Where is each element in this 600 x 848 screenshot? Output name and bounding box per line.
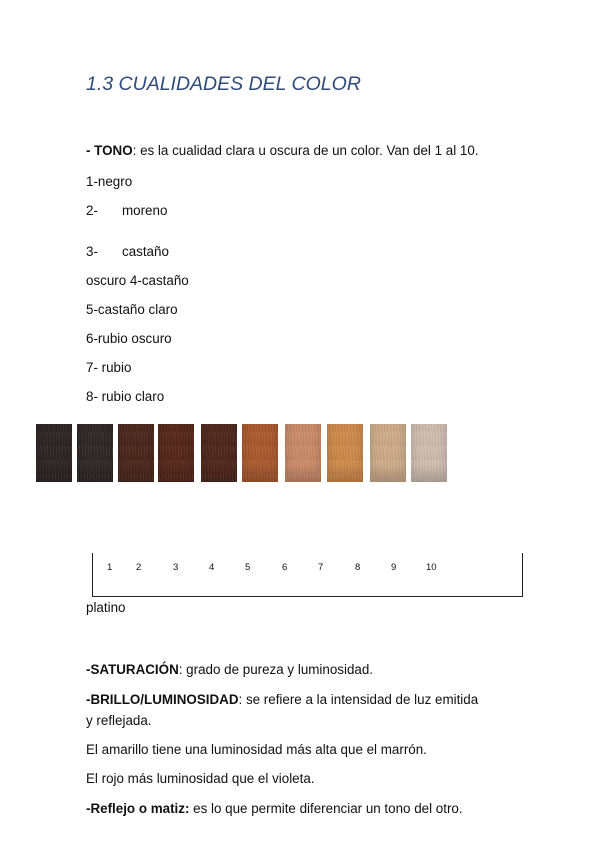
scale-number-2: 2 xyxy=(136,562,142,573)
brillo-text: : se refiere a la intensidad de luz emitida xyxy=(238,692,479,707)
hair-swatch-6 xyxy=(242,424,278,482)
brillo-paragraph xyxy=(86,692,478,707)
scale-number-4: 4 xyxy=(209,562,215,573)
tono-label: - TONO xyxy=(86,143,133,158)
tone-scale xyxy=(92,553,523,597)
hair-swatch-8 xyxy=(327,424,363,482)
hair-swatch-10 xyxy=(411,424,447,482)
brillo-text-continued: y reflejada. xyxy=(86,713,152,728)
hair-swatch-3 xyxy=(118,424,154,482)
scale-number-6: 6 xyxy=(282,562,288,573)
scale-number-5: 5 xyxy=(245,562,251,573)
tone-item-3-text: castaño xyxy=(122,244,169,259)
scale-number-9: 9 xyxy=(391,562,397,573)
platino-label: platino xyxy=(86,600,126,615)
tone-item-5: 5-castaño claro xyxy=(86,302,178,317)
tone-item-7: 7- rubio xyxy=(86,360,132,375)
brillo-label: -BRILLO/LUMINOSIDAD xyxy=(86,692,239,707)
tone-item-2 xyxy=(86,203,167,218)
hair-swatch-9 xyxy=(370,424,406,482)
hair-swatch-2 xyxy=(77,424,113,482)
tone-item-1: 1-negro xyxy=(86,174,133,189)
tono-text: : es la cualidad clara u oscura de un color. Van del 1 al 10. xyxy=(132,143,479,158)
scale-number-8: 8 xyxy=(355,562,361,573)
tone-item-4: oscuro 4-castaño xyxy=(86,273,189,288)
hair-swatch-1 xyxy=(36,424,72,482)
hair-swatch-4 xyxy=(158,424,194,482)
tone-item-2-text: moreno xyxy=(122,203,168,218)
tone-item-2-number: 2- xyxy=(86,203,98,218)
scale-number-10: 10 xyxy=(426,562,437,573)
reflejo-label: -Reflejo o matiz: xyxy=(86,801,190,816)
amarillo-sentence: El amarillo tiene una luminosidad más alta que el marrón. xyxy=(86,742,427,757)
tono-paragraph xyxy=(86,143,479,158)
section-title: 1.3 CUALIDADES DEL COLOR xyxy=(86,73,361,95)
hair-color-swatches xyxy=(36,424,456,482)
scale-number-7: 7 xyxy=(318,562,324,573)
saturacion-paragraph xyxy=(86,662,373,677)
tone-item-3-number: 3- xyxy=(86,244,98,259)
reflejo-paragraph xyxy=(86,801,463,816)
scale-number-3: 3 xyxy=(173,562,179,573)
hair-swatch-7 xyxy=(285,424,321,482)
tone-item-6: 6-rubio oscuro xyxy=(86,331,172,346)
saturacion-text: : grado de pureza y luminosidad. xyxy=(178,662,374,677)
reflejo-text: es lo que permite diferenciar un tono del otro. xyxy=(189,801,463,816)
tone-item-8: 8- rubio claro xyxy=(86,389,165,404)
scale-number-1: 1 xyxy=(107,562,113,573)
saturacion-label: -SATURACIÓN xyxy=(86,662,179,677)
rojo-sentence: El rojo más luminosidad que el violeta. xyxy=(86,771,315,786)
tone-item-3 xyxy=(86,244,169,259)
hair-swatch-5 xyxy=(201,424,237,482)
